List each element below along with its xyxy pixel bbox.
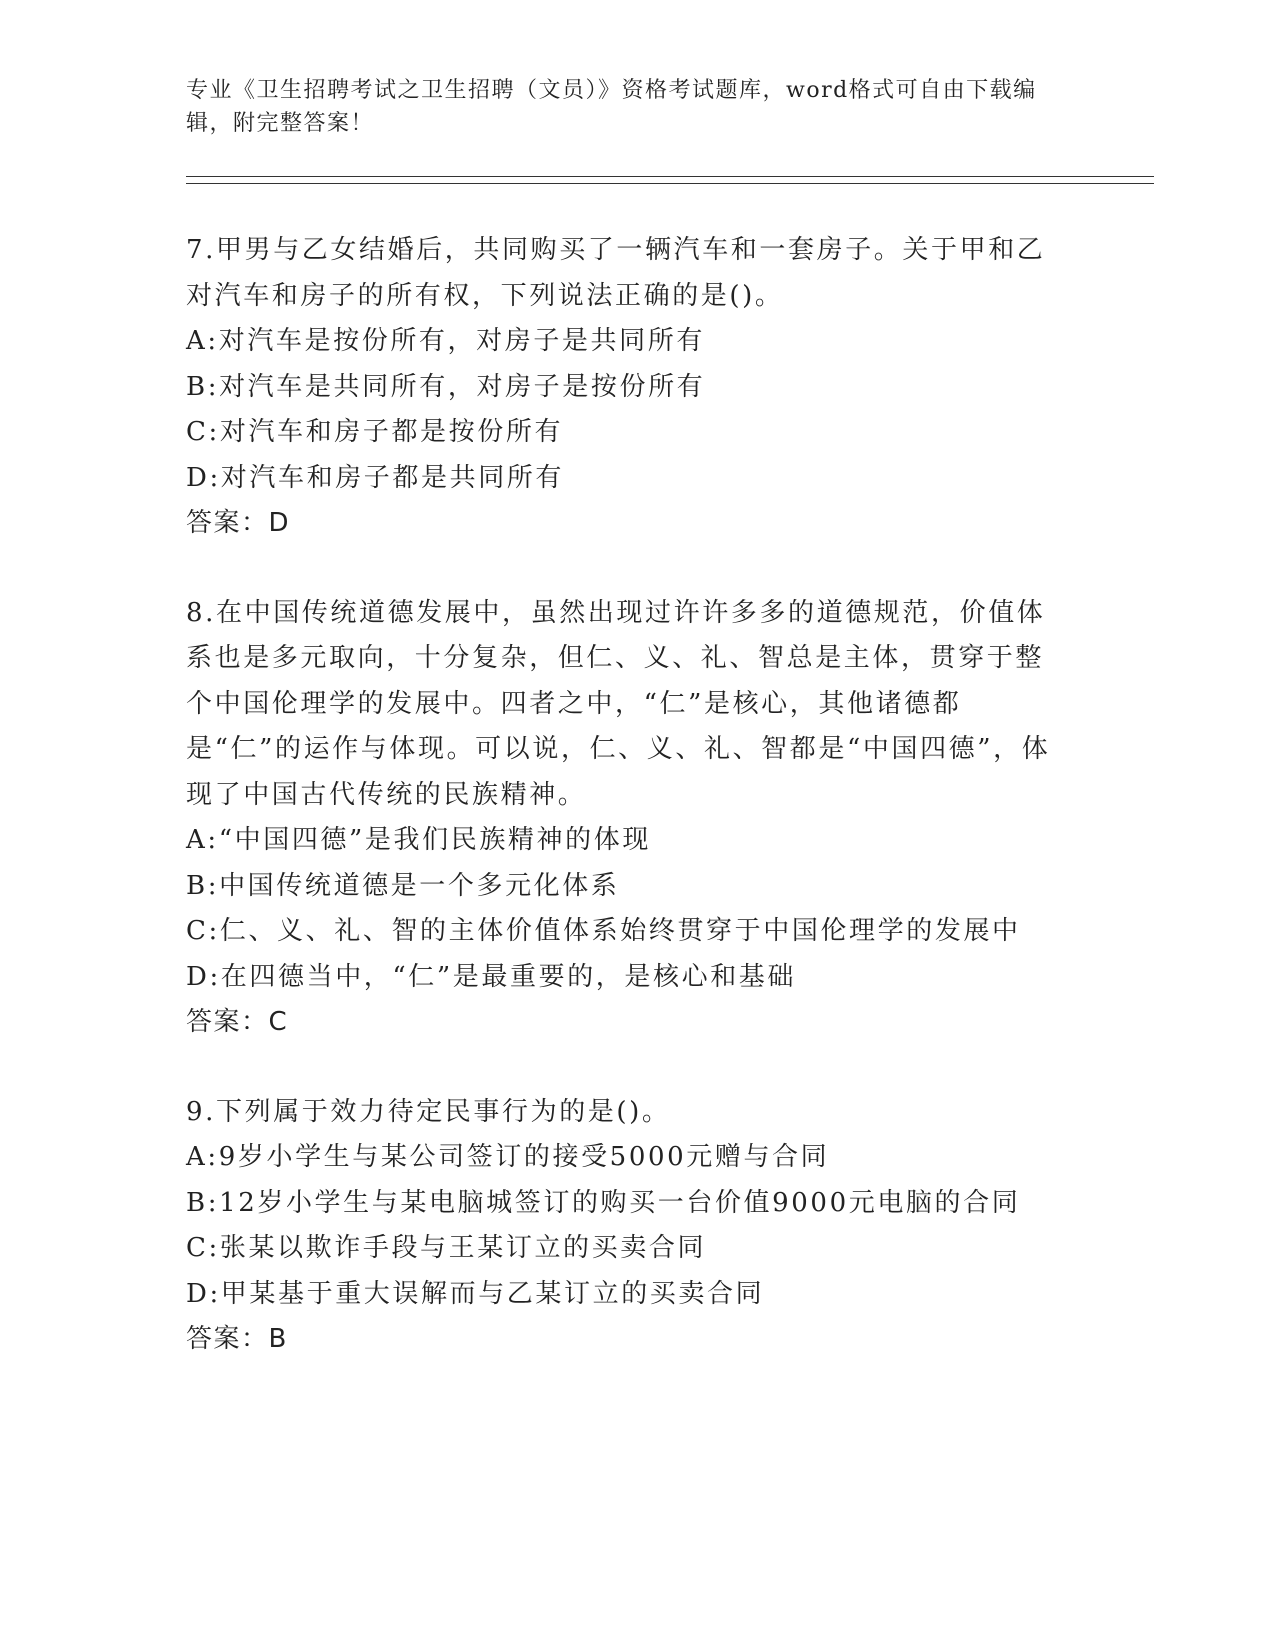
question-stem: 8.在中国传统道德发展中，虽然出现过许许多多的道德规范，价值体系也是多元取向，十分复杂，但仁、义、礼、智总是主体，贯穿于整个中国伦理学的发展中。四者之中，“仁”是核心，其他诸德都是“仁”的运作与体现。可以说，仁、义、礼、智都是“中国四德”，体现了中国古代传统的民族精神。 xyxy=(186,597,1051,810)
question-stem: 9.下列属于效力待定民事行为的是()。 xyxy=(186,1096,671,1127)
question-list xyxy=(186,228,1066,1407)
header-double-rule xyxy=(186,176,1154,184)
option-a: A:“中国四德”是我们民族精神的体现 xyxy=(186,825,651,855)
question-7 xyxy=(186,228,1066,547)
answer: 答案：D xyxy=(186,508,291,538)
option-d: D:对汽车和房子都是共同所有 xyxy=(186,462,565,493)
option-d: D:在四德当中，“仁”是最重要的，是核心和基础 xyxy=(186,961,796,992)
option-a: A:对汽车是按份所有，对房子是共同所有 xyxy=(186,326,705,356)
option-a: A:9岁小学生与某公司签订的接受5000元赠与合同 xyxy=(186,1142,830,1172)
question-9 xyxy=(186,1090,1066,1363)
document-header xyxy=(186,74,1066,140)
option-c: C:对汽车和房子都是按份所有 xyxy=(186,417,564,447)
option-b: B:12岁小学生与某电脑城签订的购买一台价值9000元电脑的合同 xyxy=(186,1187,1021,1218)
option-b: B:中国传统道德是一个多元化体系 xyxy=(186,870,620,901)
question-8 xyxy=(186,591,1066,1046)
question-stem: 7.甲男与乙女结婚后，共同购买了一辆汽车和一套房子。关于甲和乙对汽车和房子的所有权，下列说法正确的是()。 xyxy=(186,235,1046,311)
answer: 答案：C xyxy=(186,1007,289,1037)
header-text: 专业《卫生招聘考试之卫生招聘（文员）》资格考试题库，word格式可自由下载编辑，附完整答案！ xyxy=(186,78,1037,136)
option-d: D:甲某基于重大误解而与乙某订立的买卖合同 xyxy=(186,1278,765,1309)
option-c: C:仁、义、礼、智的主体价值体系始终贯穿于中国伦理学的发展中 xyxy=(186,916,1021,946)
answer: 答案：B xyxy=(186,1324,288,1354)
option-b: B:对汽车是共同所有，对房子是按份所有 xyxy=(186,371,706,402)
option-c: C:张某以欺诈手段与王某订立的买卖合同 xyxy=(186,1233,707,1263)
